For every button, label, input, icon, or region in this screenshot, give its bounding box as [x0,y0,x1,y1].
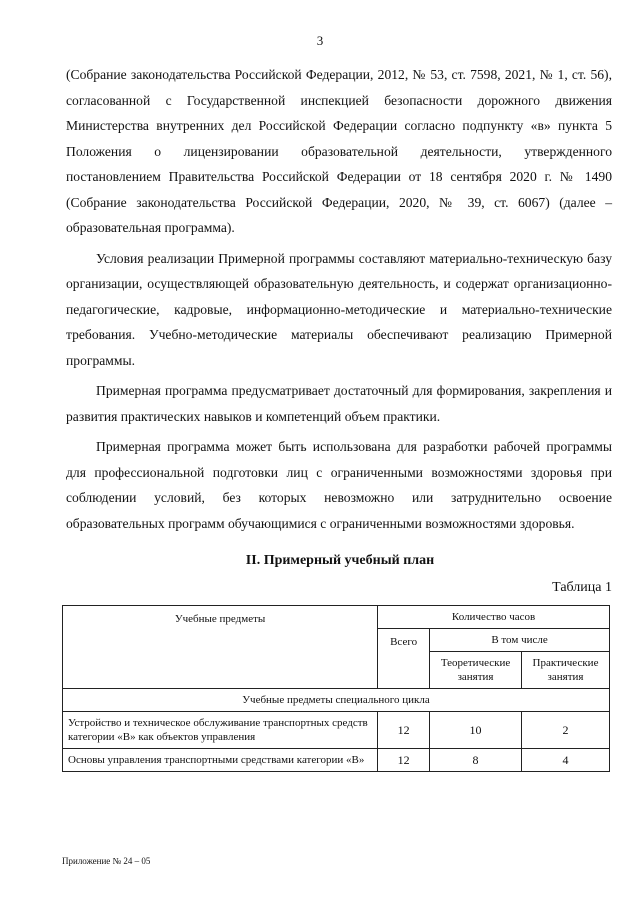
paragraph: Примерная программа предусматривает достаточный для формирования, закрепления и развития практических навыков и компетенций объем практики. [66,383,612,424]
row-theory: 10 [430,712,522,749]
table-header-row [63,606,610,629]
footer-note: Приложение № 24 – 05 [62,856,151,866]
row-practice: 2 [522,712,610,749]
row-total: 12 [378,712,430,749]
table-caption: Таблица 1 [552,580,612,595]
paragraph: (Собрание законодательства Российской Федерации, 2012, № 53, ст. 7598, 2021, № 1, ст. 56), согласованной с Государственной инспекцией безопасности дорожного движения Министерства внутренних дел Российской Федерации согласно подпункту «в» пункта 5 Положения о лицензировании образовательной деятельности, утвержденного постановлением Правительства Российской Федерации от 18 сентября 2020 г. № 1490 (Собрание законодательства Российской Федерации, 2020, № 39, ст. 6067) (далее – образовательная программа). [66,67,612,235]
row-total: 12 [378,749,430,772]
page-number: 3 [316,33,324,48]
row-subject: Основы управления транспортными средствами категории «В» [63,749,378,772]
table-row [63,749,610,772]
header-subjects: Учебные предметы [63,606,378,689]
header-hours: Количество часов [378,606,610,629]
table-section-row [63,689,610,712]
section-title: II. Примерный учебный план [245,553,435,568]
curriculum-table [62,605,610,772]
row-theory: 8 [430,749,522,772]
paragraph: Примерная программа может быть использована для разработки рабочей программы для профессиональной подготовки лиц с ограниченными возможностями здоровья при соблюдении условий, без которых невозможно или затруднительно освоение образовательных программ обучающимися с ограниченными возможностями здоровья. [66,439,612,531]
table-row [63,712,610,749]
header-theory: Теоретические занятия [430,652,522,689]
header-total: Всего [378,629,430,689]
header-including: В том числе [430,629,610,652]
row-subject: Устройство и техническое обслуживание транспортных средств категории «В» как объектов управления [63,712,378,749]
paragraph: Условия реализации Примерной программы составляют материально-техническую базу организации, осуществляющей образовательную деятельность, и содержат организационно-педагогические, кадровые, информационно-методические и материально-технические требования. Учебно-методические материалы обеспечивают реализацию Примерной программы. [66,250,612,368]
section-row-label: Учебные предметы специального цикла [63,689,610,712]
body-text [66,62,612,541]
row-practice: 4 [522,749,610,772]
header-practice: Практические занятия [522,652,610,689]
